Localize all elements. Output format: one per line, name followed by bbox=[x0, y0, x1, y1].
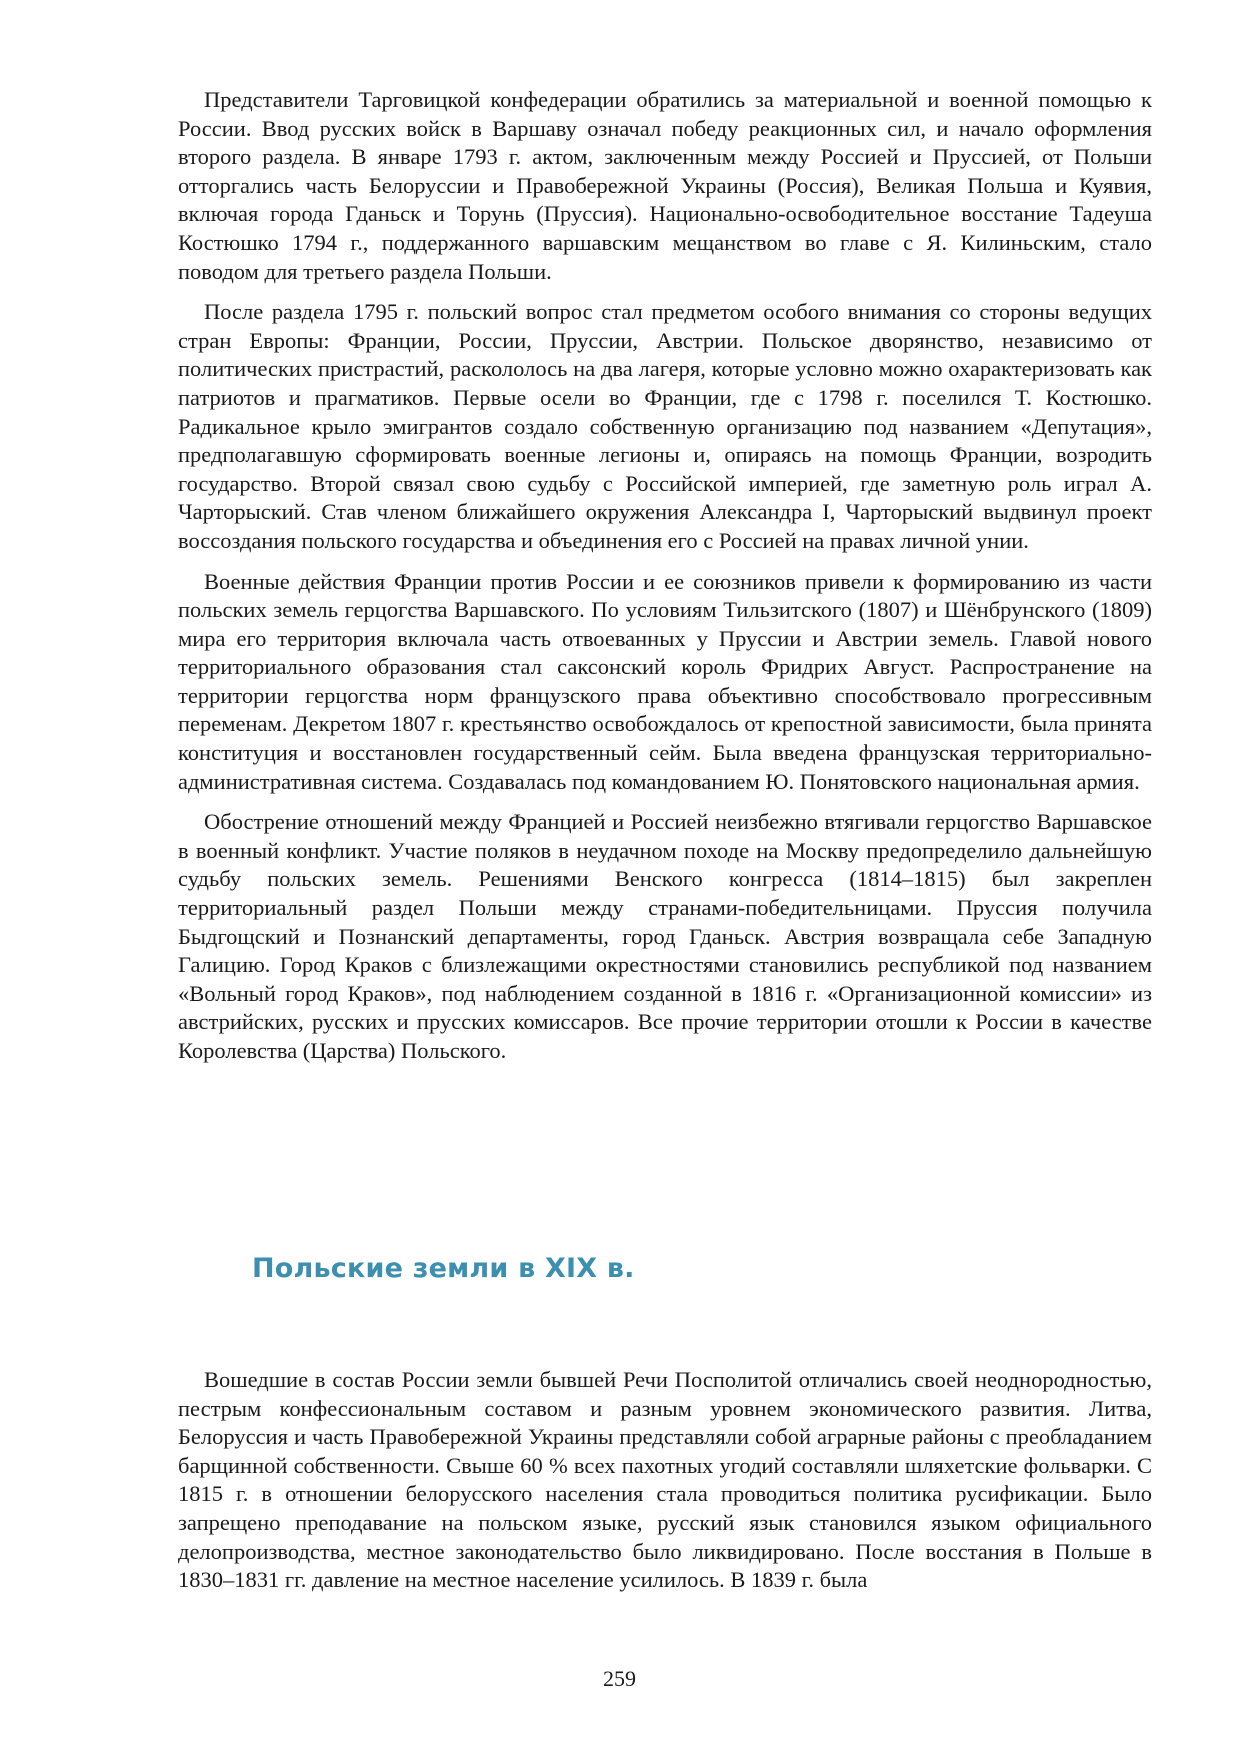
page-number: 259 bbox=[603, 1666, 636, 1691]
paragraph-1: Представители Тарговицкой конфедерации обратились за материальной и военной помощью к России. Ввод русских войск в Варшаву означал победу реакционных сил, и начало оформления второго раздела. В январе 1793 г. актом, заключенным между Россией и Пруссией, от Польши отторгались часть Белоруссии и Правобережной Украины (Россия), Великая Польша и Куявия, включая города Гданьск и Торунь (Пруссия). Национально-освободительное восстание Тадеуша Костюшко 1794 г., поддержанного варшавским мещанством во главе с Я. Килиньским, стало поводом для третьего раздела Польши. bbox=[178, 87, 1152, 284]
paragraph-2: После раздела 1795 г. польский вопрос стал предметом особого внимания со стороны ведущих стран Европы: Франции, России, Пруссии, Австрии. Польское дворянство, независимо от политических пристрастий, раскололось на два лагеря, которые условно можно охарактеризовать как патриотов и прагматиков. Первые осели во Франции, где с 1798 г. поселился Т. Костюшко. Радикальное крыло эмигрантов создало собственную организацию под названием «Депутация», предполагавшую сформировать военные легионы и, опираясь на помощь Франции, возродить государство. Второй связал свою судьбу с Российской империей, где заметную роль играл А. Чарторыский. Став членом ближайшего окружения Александра I, Чарторыский выдвинул проект воссоздания польского государства и объединения его с Россией на правах личной унии. bbox=[178, 299, 1152, 553]
paragraph-3: Военные действия Франции против России и ее союзников привели к формированию из части польских земель герцогства Варшавского. По условиям Тильзитского (1807) и Шёнбрунского (1809) мира его территория включала часть отвоеванных у Пруссии и Австрии земель. Главой нового территориального образования стал саксонский король Фридрих Август. Распространение на территории герцогства норм французского права объективно способствовало прогрессивным переменам. Декретом 1807 г. крестьянство освобождалось от крепостной зависимости, была принята конституция и восстановлен государственный сейм. Была введена французская территориально-административная система. Создавалась под командованием Ю. Понятовского национальная армия. bbox=[178, 568, 1152, 794]
section-paragraph: Вошедшие в состав России земли бывшей Речи Посполитой отличались своей неоднородностью, пестрым конфессиональным составом и разным уровнем экономического развития. Литва, Белоруссия и часть Правобережной Украины представляли собой аграрные районы с преобладанием барщинной собственности. Свыше 60 % всех пахотных угодий составляли шляхетские фольварки. С 1815 г. в отношении белорусского населения стала проводиться политика русификации. Было запрещено преподавание на польском языке, русский язык становился языком официального делопроизводства, местное законодательство было ликвидировано. После восстания в Польше в 1830–1831 гг. давление на местное население усилилось. В 1839 г. была bbox=[178, 1367, 1152, 1593]
paragraph-4: Обострение отношений между Францией и Россией неизбежно втягивали герцогство Варшавское в военный конфликт. Участие поляков в неудачном походе на Москву предопределило дальнейшую судьбу польских земель. Решениями Венского конгресса (1814–1815) был закреплен территориальный раздел Польши между странами-победительницами. Пруссия получила Быдгощский и Познанский департаменты, город Гданьск. Австрия возвращала себе Западную Галицию. Город Краков с близлежащими окрестностями становились республикой под названием «Вольный город Краков», под наблюдением созданной в 1816 г. «Организационной комиссии» из австрийских, русских и прусских комиссаров. Все прочие территории отошли к России в качестве Королевства (Царства) Польского. bbox=[178, 809, 1152, 1063]
document-body bbox=[178, 86, 1152, 1066]
section-heading: Польские земли в XIX в. bbox=[252, 1253, 635, 1284]
